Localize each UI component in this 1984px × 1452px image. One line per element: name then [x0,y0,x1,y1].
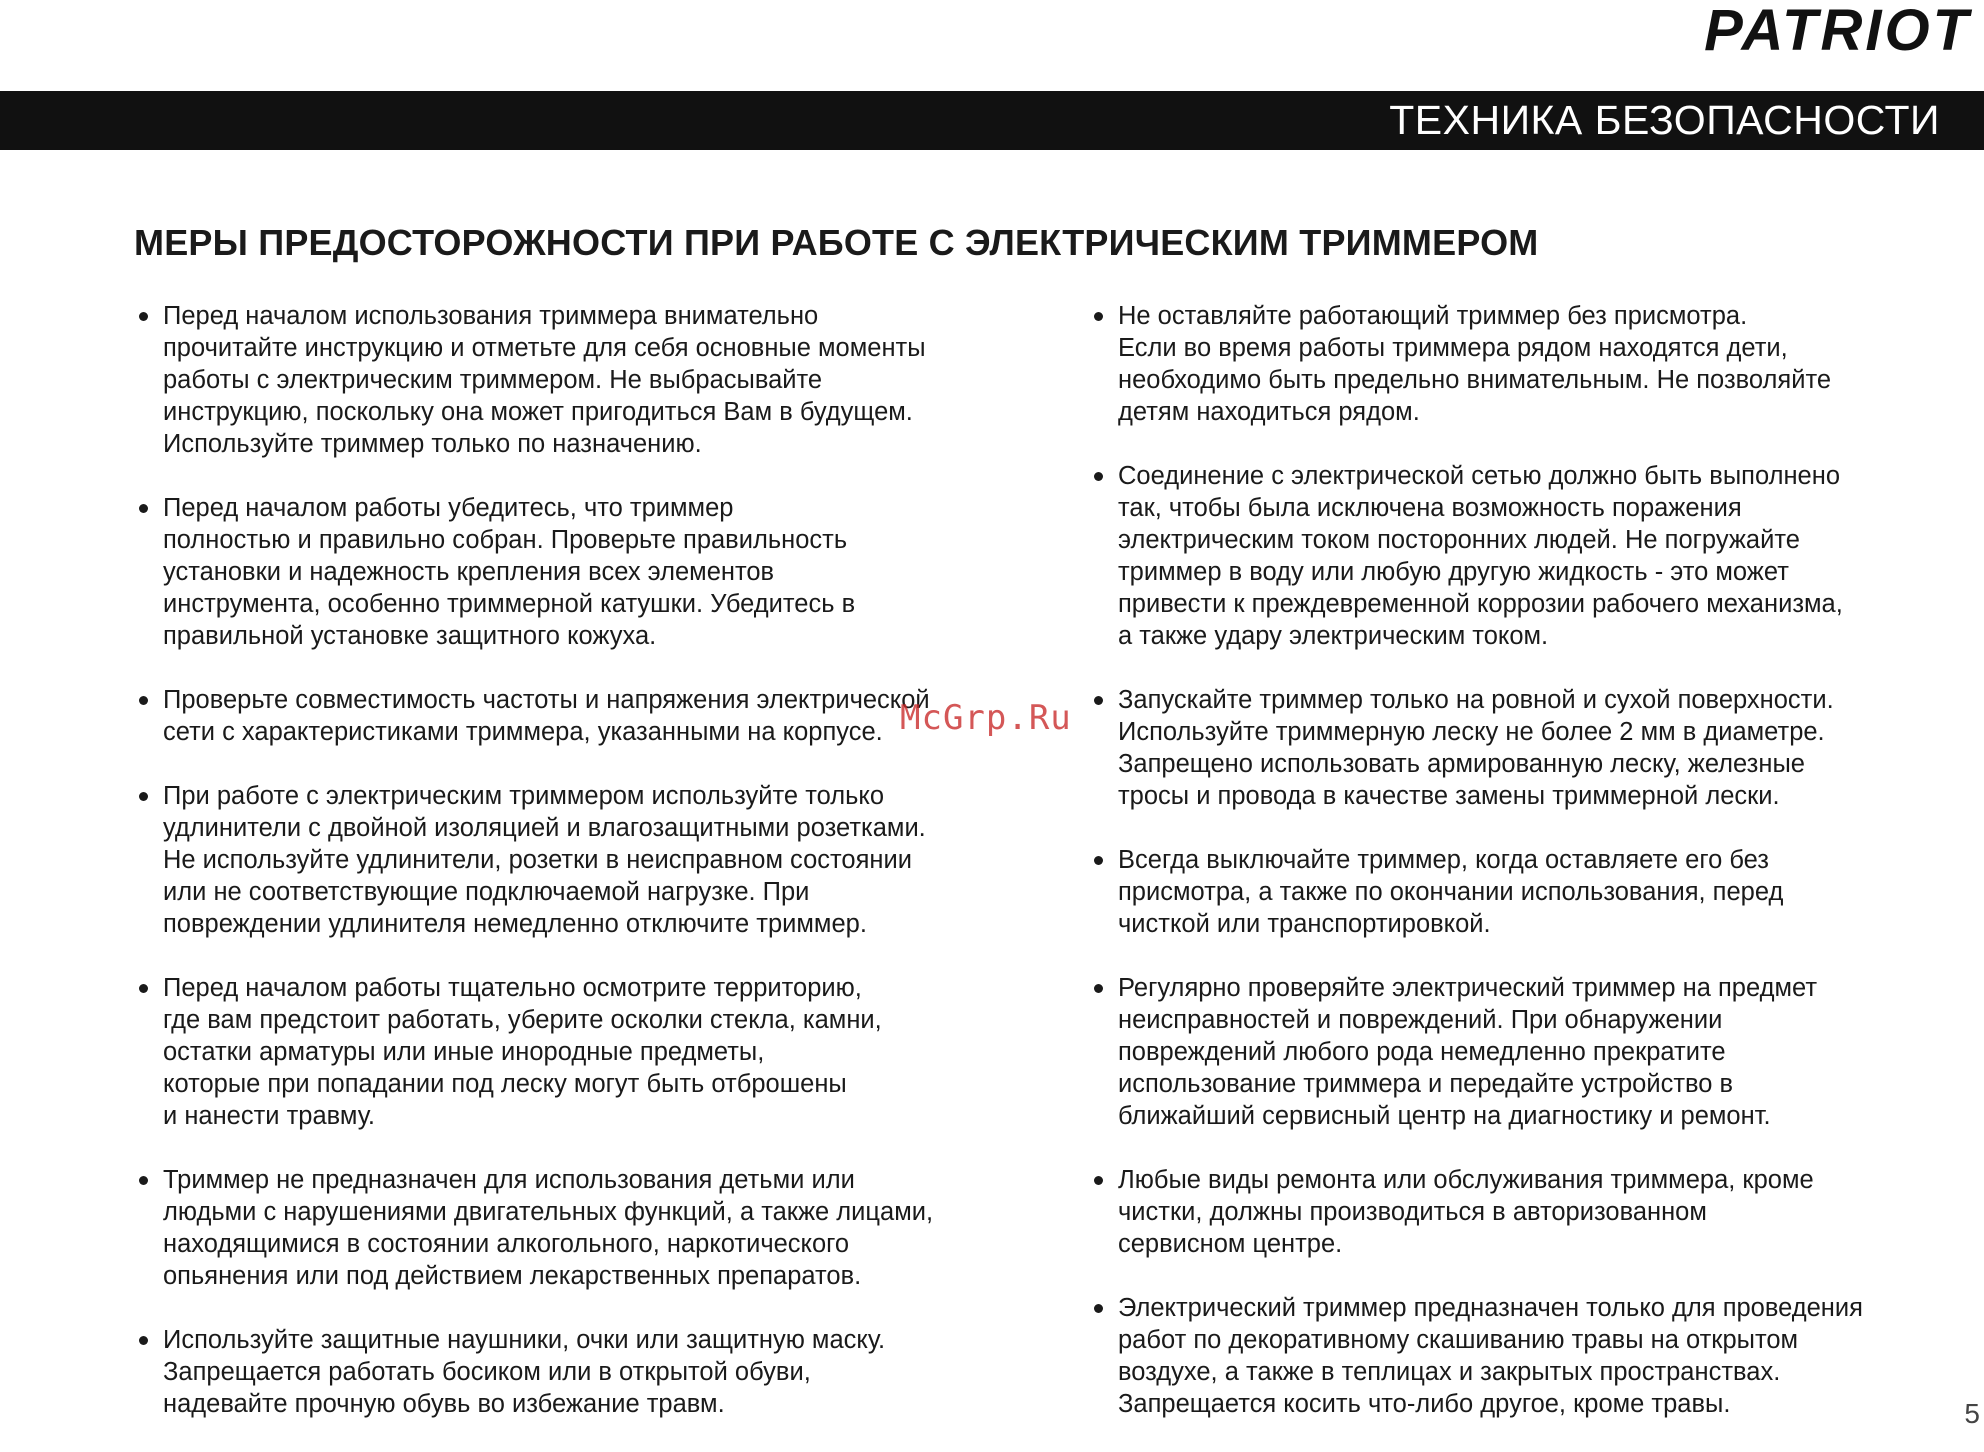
list-item-line: работы с электрическим триммером. Не выбрасывайте [163,366,823,394]
list-item-line: Используйте триммер только по назначению. [163,430,702,458]
list-item [1089,1164,1969,1260]
bullet-icon [139,792,148,801]
list-item-line: триммер в воду или любую другую жидкость - это может [1118,558,1789,586]
list-item-line: где вам предстоит работать, уберите осколки стекла, камни, [163,1006,882,1034]
list-item-line: Запрещается косить что-либо другое, кроме травы. [1118,1390,1731,1418]
list-item-line: необходимо быть предельно внимательным. Не позволяйте [1118,366,1832,394]
list-item-line: Перед началом работы тщательно осмотрите территорию, [163,974,862,1002]
list-item-line: или не соответствующие подключаемой нагрузке. При [163,878,810,906]
list-item-line: инструкцию, поскольку она может пригодиться Вам в будущем. [163,398,913,426]
patriot-logo-text: PATRIOT [1704,0,1971,60]
list-item [134,780,1034,940]
list-item-line: Не оставляйте работающий триммер без присмотра. [1118,302,1748,330]
bullet-icon [1094,696,1103,705]
list-item-line: Соединение с электрической сетью должно быть выполнено [1118,462,1841,490]
list-item [134,972,1034,1132]
list-item-line: тросы и провода в качестве замены триммерной лески. [1118,782,1780,810]
list-item-line: которые при попадании под леску могут быть отброшены [163,1070,847,1098]
bullet-icon [139,1336,148,1345]
list-item-line: сети с характеристиками триммера, указанными на корпусе. [163,718,883,746]
bullet-icon [139,984,148,993]
list-item-line: так, чтобы была исключена возможность поражения [1118,494,1742,522]
page-number: 5 [1964,1398,1980,1429]
list-item [1089,844,1969,940]
list-item [134,684,1034,748]
list-item [1089,300,1969,428]
bullet-icon [139,312,148,321]
list-item-line: Электрический триммер предназначен только для проведения [1118,1294,1863,1322]
list-item [1089,684,1969,812]
bullet-icon [1094,472,1103,481]
right-column [1089,300,1969,1452]
list-item-line: привести к преждевременной коррозии рабочего механизма, [1118,590,1843,618]
bullet-icon [139,696,148,705]
list-item-line: Перед началом работы убедитесь, что триммер [163,494,734,522]
list-item-line: Регулярно проверяйте электрический триммер на предмет [1118,974,1818,1002]
list-item-line: При работе с электрическим триммером используйте только [163,782,884,810]
list-item-line: остатки арматуры или иные инородные предметы, [163,1038,765,1066]
list-item-line: повреждении удлинителя немедленно отключите триммер. [163,910,867,938]
list-item [134,1324,1034,1420]
list-item-line: прочитайте инструкцию и отметьте для себя основные моменты [163,334,926,362]
bullet-icon [1094,856,1103,865]
left-column [134,300,1034,1452]
list-item-line: надевайте прочную обувь во избежание травм. [163,1390,725,1418]
list-item-line: ближайший сервисный центр на диагностику и ремонт. [1118,1102,1771,1130]
list-item-line: Запрещено использовать армированную леску, железные [1118,750,1805,778]
list-item-line: Любые виды ремонта или обслуживания триммера, кроме [1118,1166,1814,1194]
list-item-line: чисткой или транспортировкой. [1118,910,1491,938]
list-item-line: Запускайте триммер только на ровной и сухой поверхности. [1118,686,1834,714]
bullet-icon [1094,1304,1103,1313]
list-item-line: людьми с нарушениями двигательных функций, а также лицами, [163,1198,934,1226]
list-item-line: а также удару электрическим током. [1118,622,1549,650]
section-title: ТЕХНИКА БЕЗОПАСНОСТИ [1389,97,1940,143]
list-item-line: Используйте триммерную леску не более 2 мм в диаметре. [1118,718,1825,746]
bullet-icon [1094,1176,1103,1185]
list-item [1089,460,1969,652]
bullet-icon [139,1176,148,1185]
list-item [134,492,1034,652]
list-item [134,1164,1034,1292]
list-item-line: Всегда выключайте триммер, когда оставляете его без [1118,846,1769,874]
list-item-line: Запрещается работать босиком или в открытой обуви, [163,1358,811,1386]
list-item [134,300,1034,460]
watermark: McGrp.Ru [900,698,1072,738]
bullet-icon [1094,984,1103,993]
list-item-line: повреждений любого рода немедленно прекратите [1118,1038,1726,1066]
list-item-line: воздухе, а также в теплицах и закрытых пространствах. [1118,1358,1781,1386]
bullet-icon [139,504,148,513]
brand-logo [1606,0,1976,60]
list-item-line: инструмента, особенно триммерной катушки. Убедитесь в [163,590,856,618]
list-item-line: правильной установке защитного кожуха. [163,622,657,650]
list-item-line: Перед началом использования триммера внимательно [163,302,819,330]
list-item-line: электрическим током посторонних людей. Не погружайте [1118,526,1800,554]
list-item-line: чистки, должны производиться в авторизованном [1118,1198,1707,1226]
list-item-line: полностью и правильно собран. Проверьте правильность [163,526,848,554]
list-item-line: и нанести травму. [163,1102,376,1130]
list-item [1089,972,1969,1132]
list-item-line: Не используйте удлинители, розетки в неисправном состоянии [163,846,912,874]
list-item-line: опьянения или под действием лекарственных препаратов. [163,1262,862,1290]
page-heading: МЕРЫ ПРЕДОСТОРОЖНОСТИ ПРИ РАБОТЕ С ЭЛЕКТРИЧЕСКИМ ТРИММЕРОМ [134,222,1539,263]
list-item-line: удлинители с двойной изоляцией и влагозащитными розетками. [163,814,926,842]
list-item-line: Если во время работы триммера рядом находятся дети, [1118,334,1788,362]
list-item-line: неисправностей и повреждений. При обнаружении [1118,1006,1723,1034]
list-item-line: сервисном центре. [1118,1230,1343,1258]
list-item-line: использование триммера и передайте устройство в [1118,1070,1734,1098]
list-item-line: присмотра, а также по окончании использования, перед [1118,878,1784,906]
list-item-line: Используйте защитные наушники, очки или защитную маску. [163,1326,886,1354]
list-item [1089,1292,1969,1420]
list-item-line: находящимися в состоянии алкогольного, наркотического [163,1230,850,1258]
bullet-icon [1094,312,1103,321]
list-item-line: Проверьте совместимость частоты и напряжения электрической [163,686,930,714]
list-item-line: Триммер не предназначен для использования детьми или [163,1166,855,1194]
list-item-line: установки и надежность крепления всех элементов [163,558,775,586]
patriot-logo-graphic [1606,0,1976,60]
list-item-line: работ по декоративному скашиванию травы на открытом [1118,1326,1799,1354]
list-item-line: детям находиться рядом. [1118,398,1420,426]
